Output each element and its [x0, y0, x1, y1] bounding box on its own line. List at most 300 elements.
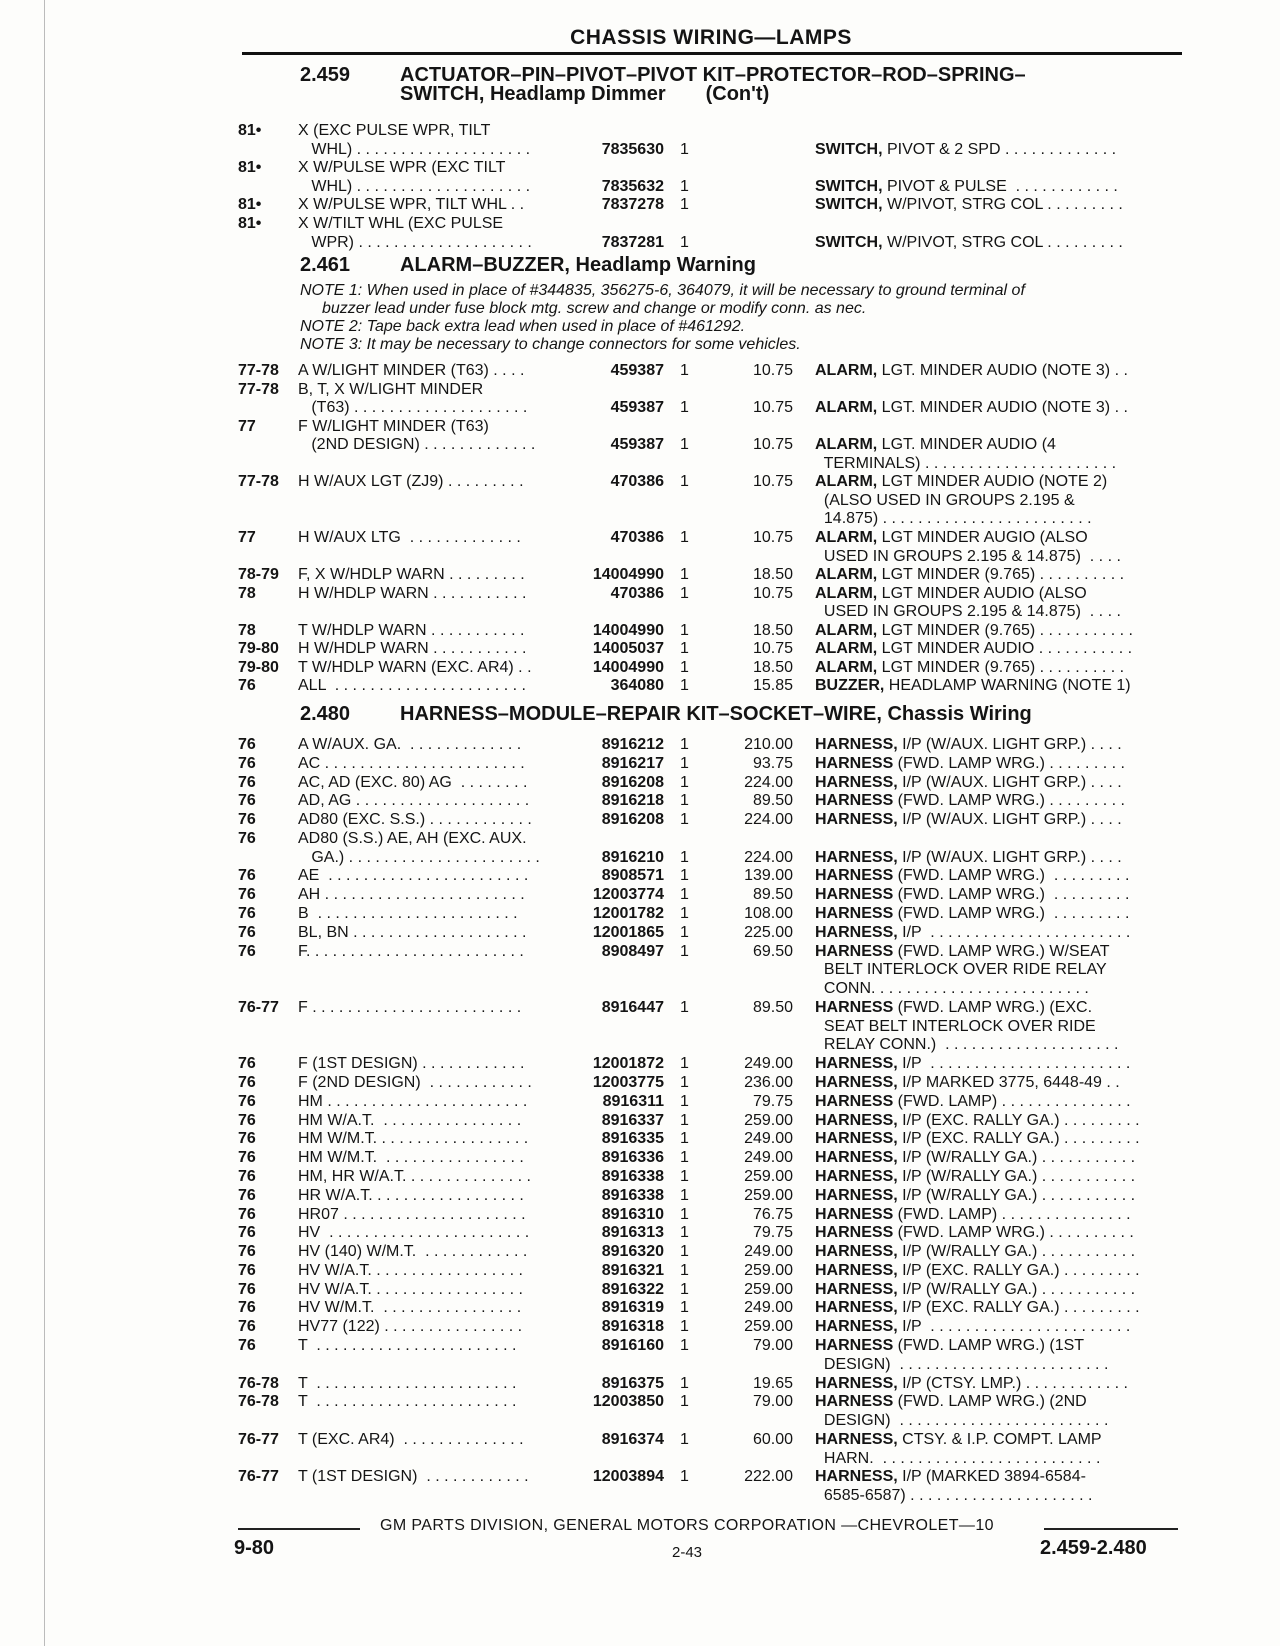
- part-number: 12001872: [592, 1055, 664, 1073]
- quantity: 1: [680, 923, 689, 941]
- model-year: 81•: [238, 122, 262, 139]
- price: 79.75: [752, 1224, 793, 1242]
- price: 259.00: [744, 1318, 793, 1336]
- model-year: 81•: [238, 215, 262, 232]
- quantity: 1: [680, 1205, 689, 1223]
- quantity: 1: [680, 1393, 689, 1411]
- price: 18.50: [752, 621, 793, 639]
- quantity: 1: [680, 196, 689, 214]
- price: 15.85: [752, 677, 793, 695]
- part-description: [815, 1281, 1185, 1299]
- part-detail: I/P (EXC. RALLY GA.) . . . . . . . . .: [897, 1111, 1140, 1129]
- part-name: HARNESS,: [815, 1299, 898, 1317]
- part-description: [815, 234, 1185, 252]
- model-year: 76: [238, 792, 256, 810]
- price: 10.75: [752, 362, 793, 379]
- part-description: [815, 455, 1185, 473]
- model-usage: HV W/A.T. . . . . . . . . . . . . . . . . .: [298, 1280, 523, 1298]
- part-detail: HARN. . . . . . . . . . . . . . . . . . . . . . . . . .: [815, 1449, 1101, 1467]
- part-description: [815, 867, 1185, 885]
- part-name: HARNESS: [815, 754, 894, 772]
- part-detail: (FWD. LAMP WRG.) (2ND: [893, 1393, 1087, 1411]
- model-usage: F (1ST DESIGN) . . . . . . . . . . . .: [298, 1055, 525, 1073]
- part-number: 7837278: [601, 196, 664, 214]
- part-detail: HEADLAMP WARNING (NOTE 1): [884, 677, 1131, 695]
- model-usage: HR07 . . . . . . . . . . . . . . . . . . . . .: [298, 1205, 526, 1223]
- part-name: SWITCH,: [815, 177, 883, 195]
- model-year: 76-77: [238, 1430, 279, 1448]
- note-line: NOTE 1: When used in place of #344835, 356275-6, 364079, it will be necessary to ground terminal of: [300, 282, 1025, 299]
- section-title-line2: SWITCH, Headlamp Dimmer: [400, 83, 666, 105]
- price: 10.75: [752, 640, 793, 658]
- part-description: [815, 1036, 1185, 1054]
- model-usage: F . . . . . . . . . . . . . . . . . . . . . . . .: [298, 998, 522, 1016]
- price: 249.00: [744, 1243, 793, 1261]
- part-name: ALARM,: [815, 658, 878, 676]
- part-number: 8916218: [601, 792, 664, 810]
- quantity: 1: [680, 677, 689, 695]
- model-year: 76: [238, 1224, 256, 1242]
- part-detail: I/P (EXC. RALLY GA.) . . . . . . . . .: [897, 1299, 1140, 1317]
- part-number: 8916319: [601, 1299, 664, 1317]
- part-name: ALARM,: [815, 528, 878, 546]
- part-name: ALARM,: [815, 584, 878, 602]
- part-detail: I/P (CTSY. LMP.) . . . . . . . . . . . .: [897, 1374, 1128, 1392]
- part-description: [815, 1337, 1185, 1355]
- quantity: 1: [680, 905, 689, 923]
- note-line: NOTE 3: It may be necessary to change connectors for some vehicles.: [300, 336, 801, 353]
- part-name: BUZZER,: [815, 677, 885, 695]
- part-description: [815, 473, 1185, 491]
- part-description: [815, 1318, 1185, 1336]
- model-usage: WHL) . . . . . . . . . . . . . . . . . . . .: [298, 140, 531, 158]
- model-usage: HV . . . . . . . . . . . . . . . . . . . . . . .: [298, 1224, 530, 1242]
- price: 222.00: [744, 1468, 793, 1486]
- part-description: [815, 1168, 1185, 1186]
- part-number: 8916337: [601, 1111, 664, 1129]
- section-title: ALARM–BUZZER, Headlamp Warning: [400, 254, 756, 276]
- part-name: HARNESS,: [815, 1374, 898, 1392]
- model-usage: HM W/A.T. . . . . . . . . . . . . . . . .: [298, 1111, 522, 1129]
- part-detail: I/P MARKED 3775, 6448-49 . .: [897, 1074, 1120, 1092]
- price: 10.75: [752, 436, 793, 454]
- part-description: [815, 1468, 1185, 1486]
- model-year: 76: [238, 773, 256, 791]
- model-year: 76: [238, 1186, 256, 1204]
- quantity: 1: [680, 736, 689, 753]
- part-name: HARNESS,: [815, 1468, 898, 1486]
- part-name: ALARM,: [815, 362, 878, 379]
- price: 69.50: [752, 942, 793, 960]
- part-name: HARNESS,: [815, 1186, 898, 1204]
- model-usage: B, T, X W/LIGHT MINDER: [298, 380, 484, 398]
- part-name: HARNESS,: [815, 848, 898, 866]
- model-usage: WHL) . . . . . . . . . . . . . . . . . . . .: [298, 177, 531, 195]
- part-number: 12001865: [592, 923, 664, 941]
- price: 210.00: [744, 736, 793, 753]
- model-usage: GA.) . . . . . . . . . . . . . . . . . . . . . .: [298, 848, 540, 866]
- part-detail: BELT INTERLOCK OVER RIDE RELAY: [815, 961, 1107, 979]
- price: 89.50: [752, 886, 793, 904]
- part-description: [815, 622, 1185, 640]
- quantity: 1: [680, 1167, 689, 1185]
- model-usage: X (EXC PULSE WPR, TILT: [298, 122, 491, 139]
- part-detail: W/PIVOT, STRG COL . . . . . . . . .: [882, 196, 1123, 214]
- model-usage: H W/AUX LTG . . . . . . . . . . . . .: [298, 528, 521, 546]
- model-year: 76: [238, 886, 256, 904]
- model-year: 76-78: [238, 1393, 279, 1411]
- part-description: [815, 659, 1185, 677]
- model-usage: HM, HR W/A.T. . . . . . . . . . . . . . .: [298, 1167, 531, 1185]
- note-line: buzzer lead under fuse block mtg. screw and change or modify conn. as nec.: [322, 300, 867, 317]
- quantity: 1: [680, 566, 689, 584]
- section-number: 2.480: [300, 703, 351, 725]
- part-detail: I/P (MARKED 3894-6584-: [897, 1468, 1086, 1486]
- model-usage: X W/TILT WHL (EXC PULSE: [298, 215, 504, 232]
- part-description: [815, 1224, 1185, 1242]
- model-usage: HV (140) W/M.T. . . . . . . . . . . . .: [298, 1243, 528, 1261]
- part-description: [815, 999, 1185, 1017]
- part-detail: LGT MINDER AUGIO (ALSO: [877, 528, 1088, 546]
- part-number: 8916336: [601, 1149, 664, 1167]
- part-detail: (FWD. LAMP WRG.) W/SEAT: [893, 942, 1110, 960]
- part-detail: I/P (W/RALLY GA.) . . . . . . . . . . .: [897, 1167, 1136, 1185]
- part-name: HARNESS: [815, 867, 894, 885]
- model-usage: AD80 (S.S.) AE, AH (EXC. AUX.: [298, 829, 527, 847]
- part-number: 8916217: [601, 754, 664, 772]
- price: 10.75: [752, 473, 793, 491]
- section-title: ACTUATOR–PIN–PIVOT–PIVOT KIT–PROTECTOR–ROD–SPRING–: [400, 64, 1026, 86]
- price: 76.75: [752, 1205, 793, 1223]
- part-name: HARNESS,: [815, 1430, 898, 1448]
- model-year: 76: [238, 754, 256, 772]
- price: 10.75: [752, 528, 793, 546]
- footer-rule-right: [1044, 1528, 1178, 1530]
- price: 259.00: [744, 1186, 793, 1204]
- part-detail: PIVOT & PULSE . . . . . . . . . . . .: [882, 177, 1118, 195]
- model-year: 76: [238, 811, 256, 829]
- part-name: HARNESS: [815, 942, 894, 960]
- model-year: 76: [238, 923, 256, 941]
- part-number: 14004990: [592, 566, 664, 584]
- part-number: 7835632: [601, 177, 664, 195]
- quantity: 1: [680, 473, 689, 491]
- model-usage: AC . . . . . . . . . . . . . . . . . . . . . . .: [298, 754, 525, 772]
- part-description: [815, 905, 1185, 923]
- quantity: 1: [680, 1111, 689, 1129]
- part-description: [815, 196, 1185, 214]
- part-number: 8908497: [601, 942, 664, 960]
- part-description: [815, 529, 1185, 547]
- model-usage: T (1ST DESIGN) . . . . . . . . . . . .: [298, 1468, 529, 1486]
- quantity: 1: [680, 1130, 689, 1148]
- model-year: 76-77: [238, 1468, 279, 1486]
- model-year: 76: [238, 736, 256, 753]
- model-usage: T . . . . . . . . . . . . . . . . . . . . . . .: [298, 1336, 517, 1354]
- model-year: 79-80: [238, 640, 279, 658]
- part-name: ALARM,: [815, 436, 878, 454]
- model-year: 76: [238, 1280, 256, 1298]
- part-description: [815, 811, 1185, 829]
- price: 79.00: [752, 1336, 793, 1354]
- model-usage: H W/HDLP WARN . . . . . . . . . . .: [298, 584, 527, 602]
- part-description: [815, 1130, 1185, 1148]
- quantity: 1: [680, 1336, 689, 1354]
- part-description: [815, 961, 1185, 979]
- part-detail: PIVOT & 2 SPD . . . . . . . . . . . . .: [882, 140, 1117, 158]
- model-usage: AC, AD (EXC. 80) AG . . . . . . . .: [298, 773, 528, 791]
- model-year: 76: [238, 1336, 256, 1354]
- model-usage: T . . . . . . . . . . . . . . . . . . . . . . .: [298, 1393, 517, 1411]
- part-number: 8916447: [601, 998, 664, 1016]
- part-description: [815, 774, 1185, 792]
- part-number: 8916212: [601, 736, 664, 753]
- quantity: 1: [680, 1299, 689, 1317]
- quantity: 1: [680, 867, 689, 885]
- part-name: HARNESS,: [815, 1074, 898, 1092]
- part-detail: I/P . . . . . . . . . . . . . . . . . . . . . . .: [897, 1318, 1131, 1336]
- model-year: 76: [238, 1111, 256, 1129]
- part-name: HARNESS,: [815, 1261, 898, 1279]
- part-description: [815, 1074, 1185, 1092]
- part-detail: I/P (W/AUX. LIGHT GRP.) . . . .: [897, 773, 1122, 791]
- part-name: ALARM,: [815, 640, 878, 658]
- model-year: 76: [238, 1167, 256, 1185]
- part-detail: (FWD. LAMP WRG.) . . . . . . . . .: [893, 754, 1125, 772]
- quantity: 1: [680, 1224, 689, 1242]
- part-number: 12003775: [592, 1074, 664, 1092]
- model-year: 81•: [238, 159, 262, 177]
- model-usage: AH . . . . . . . . . . . . . . . . . . . . . . .: [298, 886, 525, 904]
- part-name: HARNESS,: [815, 1280, 898, 1298]
- price: 224.00: [744, 848, 793, 866]
- part-name: HARNESS,: [815, 811, 898, 829]
- part-number: 7835630: [601, 140, 664, 158]
- model-usage: X W/PULSE WPR, TILT WHL . .: [298, 196, 525, 214]
- part-detail: DESIGN) . . . . . . . . . . . . . . . . . . . . . . . .: [815, 1355, 1109, 1373]
- part-number: 14004990: [592, 658, 664, 676]
- part-description: [815, 1243, 1185, 1261]
- part-detail: LGT MINDER (9.765) . . . . . . . . . .: [877, 658, 1125, 676]
- part-name: HARNESS: [815, 1393, 894, 1411]
- model-year: 76: [238, 1092, 256, 1110]
- model-usage: HM W/M.T. . . . . . . . . . . . . . . . .: [298, 1149, 524, 1167]
- part-name: ALARM,: [815, 399, 878, 417]
- part-number: 12003850: [592, 1393, 664, 1411]
- price: 225.00: [744, 923, 793, 941]
- part-number: 459387: [610, 362, 664, 379]
- model-year: 76: [238, 1299, 256, 1317]
- part-detail: (FWD. LAMP WRG.) (EXC.: [893, 998, 1093, 1016]
- model-year: 78: [238, 584, 256, 602]
- model-year: 76: [238, 1318, 256, 1336]
- part-number: 8916310: [601, 1205, 664, 1223]
- part-description: [815, 736, 1185, 754]
- model-year: 77-78: [238, 380, 279, 398]
- part-number: 470386: [610, 584, 664, 602]
- part-detail: I/P (EXC. RALLY GA.) . . . . . . . . .: [897, 1261, 1140, 1279]
- part-detail: I/P (W/RALLY GA.) . . . . . . . . . . .: [897, 1149, 1136, 1167]
- part-name: HARNESS: [815, 1336, 894, 1354]
- part-detail: 14.875) . . . . . . . . . . . . . . . . . . . . . . . .: [815, 510, 1092, 528]
- model-year: 76: [238, 867, 256, 885]
- part-name: HARNESS: [815, 905, 894, 923]
- part-number: 12003894: [592, 1468, 664, 1486]
- part-number: 12001782: [592, 905, 664, 923]
- part-number: 8916160: [601, 1336, 664, 1354]
- part-description: [815, 640, 1185, 658]
- part-description: [815, 1393, 1185, 1411]
- part-detail: I/P (W/RALLY GA.) . . . . . . . . . . .: [897, 1280, 1136, 1298]
- part-description: [815, 178, 1185, 196]
- part-detail: I/P (W/AUX. LIGHT GRP.) . . . .: [897, 736, 1122, 753]
- quantity: 1: [680, 177, 689, 195]
- part-detail: LGT MINDER AUDIO . . . . . . . . . . .: [877, 640, 1133, 658]
- quantity: 1: [680, 848, 689, 866]
- part-detail: (FWD. LAMP WRG.) . . . . . . . . .: [893, 886, 1130, 904]
- model-usage: ALL . . . . . . . . . . . . . . . . . . . . . .: [298, 677, 526, 695]
- price: 224.00: [744, 773, 793, 791]
- model-usage: T W/HDLP WARN (EXC. AR4) . .: [298, 658, 532, 676]
- part-number: 8916318: [601, 1318, 664, 1336]
- model-usage: A W/LIGHT MINDER (T63) . . . .: [298, 362, 525, 379]
- part-detail: I/P (W/AUX. LIGHT GRP.) . . . .: [897, 811, 1122, 829]
- model-year: 79-80: [238, 658, 279, 676]
- quantity: 1: [680, 1374, 689, 1392]
- part-name: HARNESS,: [815, 736, 898, 753]
- model-year: 76: [238, 1149, 256, 1167]
- part-name: HARNESS,: [815, 1111, 898, 1129]
- model-usage: HM W/M.T. . . . . . . . . . . . . . . . . .: [298, 1130, 529, 1148]
- price: 259.00: [744, 1261, 793, 1279]
- part-detail: I/P . . . . . . . . . . . . . . . . . . . . . . .: [897, 1055, 1131, 1073]
- footer-page-number: 2-43: [672, 1544, 703, 1561]
- quantity: 1: [680, 1149, 689, 1167]
- part-number: 459387: [610, 436, 664, 454]
- price: 224.00: [744, 811, 793, 829]
- part-detail: (FWD. LAMP WRG.) . . . . . . . . . .: [893, 1224, 1134, 1242]
- model-year: 78: [238, 621, 256, 639]
- model-year: 81•: [238, 196, 262, 214]
- part-name: HARNESS,: [815, 1243, 898, 1261]
- part-name: SWITCH,: [815, 233, 883, 251]
- quantity: 1: [680, 1468, 689, 1486]
- quantity: 1: [680, 1318, 689, 1336]
- part-description: [815, 980, 1185, 998]
- quantity: 1: [680, 233, 689, 251]
- model-usage: AD80 (EXC. S.S.) . . . . . . . . . . . .: [298, 811, 532, 829]
- part-detail: RELAY CONN.) . . . . . . . . . . . . . . . . . . . .: [815, 1036, 1119, 1054]
- model-usage: HM . . . . . . . . . . . . . . . . . . . . . . .: [298, 1092, 528, 1110]
- model-usage: AE . . . . . . . . . . . . . . . . . . . . . . .: [298, 867, 529, 885]
- quantity: 1: [680, 436, 689, 454]
- model-usage: B . . . . . . . . . . . . . . . . . . . . . . .: [298, 905, 518, 923]
- model-year: 76: [238, 1130, 256, 1148]
- part-description: [815, 924, 1185, 942]
- part-description: [815, 755, 1185, 773]
- part-number: 8916311: [602, 1092, 664, 1110]
- model-usage: F (2ND DESIGN) . . . . . . . . . . . .: [298, 1074, 532, 1092]
- quantity: 1: [680, 584, 689, 602]
- quantity: 1: [680, 773, 689, 791]
- model-year: 78-79: [238, 566, 279, 584]
- part-description: [815, 603, 1185, 621]
- quantity: 1: [680, 942, 689, 960]
- part-detail: 6585-6587) . . . . . . . . . . . . . . . . . . . . .: [815, 1487, 1093, 1505]
- continued-label: (Con't): [705, 83, 770, 105]
- part-description: [815, 436, 1185, 454]
- price: 79.00: [752, 1393, 793, 1411]
- footer-date: 9-80: [234, 1537, 275, 1559]
- part-detail: (FWD. LAMP) . . . . . . . . . . . . . . .: [893, 1205, 1131, 1223]
- part-name: SWITCH,: [815, 140, 883, 158]
- part-detail: (FWD. LAMP WRG.) . . . . . . . . .: [893, 905, 1130, 923]
- model-year: 76-78: [238, 1374, 279, 1392]
- quantity: 1: [680, 640, 689, 658]
- page-header: CHASSIS WIRING—LAMPS: [570, 26, 852, 49]
- part-detail: W/PIVOT, STRG COL . . . . . . . . .: [882, 233, 1123, 251]
- part-name: SWITCH,: [815, 196, 883, 214]
- part-description: [815, 943, 1185, 961]
- part-number: 8908571: [601, 867, 664, 885]
- model-usage: T . . . . . . . . . . . . . . . . . . . . . . .: [298, 1374, 517, 1392]
- part-description: [815, 886, 1185, 904]
- section-number: 2.459: [300, 64, 351, 86]
- model-year: 77: [238, 528, 256, 546]
- section-number: 2.461: [300, 254, 351, 276]
- part-description: [815, 1487, 1185, 1505]
- part-number: 12003774: [592, 886, 664, 904]
- model-usage: F W/LIGHT MINDER (T63): [298, 417, 489, 435]
- part-description: [815, 849, 1185, 867]
- model-year: 77-78: [238, 473, 279, 491]
- price: 10.75: [752, 399, 793, 417]
- part-name: HARNESS,: [815, 773, 898, 791]
- part-name: HARNESS: [815, 1224, 894, 1242]
- part-detail: LGT. MINDER AUDIO (4: [877, 436, 1056, 454]
- price: 93.75: [752, 754, 793, 772]
- model-year: 77: [238, 417, 256, 435]
- model-year: 77-78: [238, 362, 279, 379]
- model-year: 76-77: [238, 998, 279, 1016]
- price: 89.50: [752, 792, 793, 810]
- part-description: [815, 399, 1185, 417]
- model-usage: F, X W/HDLP WARN . . . . . . . . .: [298, 566, 525, 584]
- quantity: 1: [680, 1280, 689, 1298]
- part-description: [815, 141, 1185, 159]
- quantity: 1: [680, 528, 689, 546]
- part-detail: LGT. MINDER AUDIO (NOTE 3) . .: [877, 362, 1128, 379]
- part-detail: CTSY. & I.P. COMPT. LAMP: [897, 1430, 1102, 1448]
- part-description: [815, 566, 1185, 584]
- quantity: 1: [680, 399, 689, 417]
- price: 259.00: [744, 1280, 793, 1298]
- price: 249.00: [744, 1149, 793, 1167]
- part-detail: LGT MINDER (9.765) . . . . . . . . . . .: [877, 621, 1133, 639]
- price: 259.00: [744, 1167, 793, 1185]
- part-description: [815, 1187, 1185, 1205]
- model-usage: (T63) . . . . . . . . . . . . . . . . . . . .: [298, 399, 528, 417]
- model-year: 76: [238, 1243, 256, 1261]
- part-description: [815, 1431, 1185, 1449]
- part-detail: (FWD. LAMP WRG.) . . . . . . . . .: [893, 792, 1125, 810]
- part-description: [815, 1412, 1185, 1430]
- scan-edge-line: [44, 0, 45, 1646]
- price: 89.50: [752, 998, 793, 1016]
- model-usage: HV W/M.T. . . . . . . . . . . . . . . . .: [298, 1299, 522, 1317]
- quantity: 1: [680, 886, 689, 904]
- model-year: 76: [238, 1261, 256, 1279]
